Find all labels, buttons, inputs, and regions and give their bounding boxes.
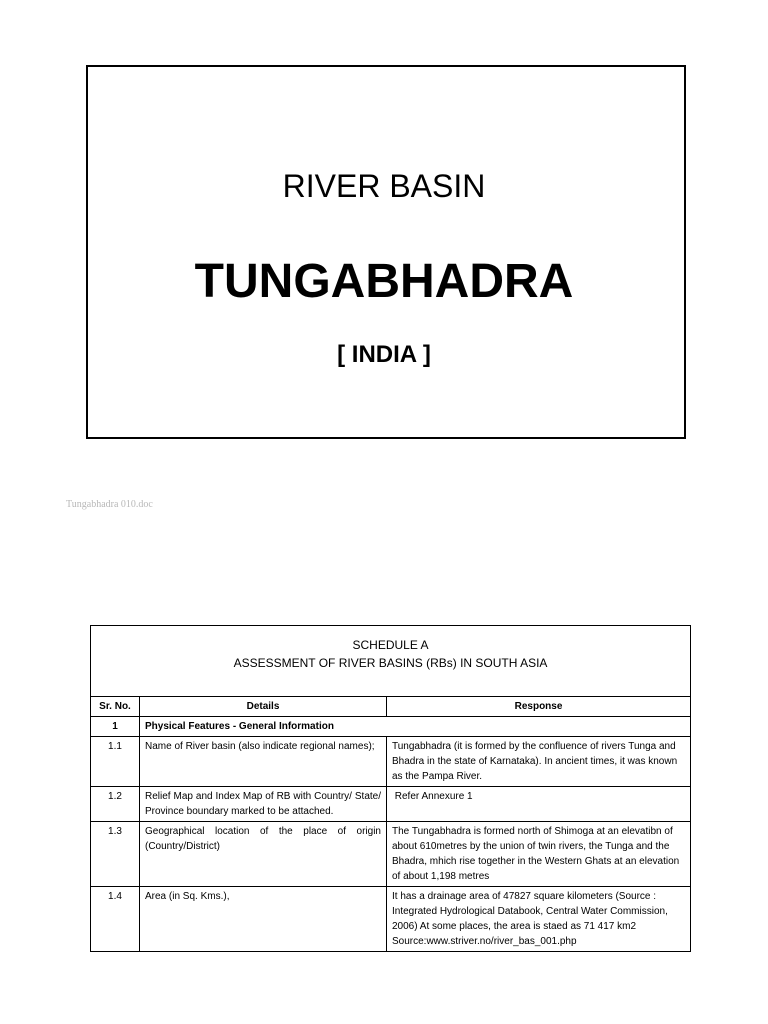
schedule-title: SCHEDULE A — [352, 638, 429, 652]
row-number: 1.1 — [91, 737, 140, 787]
table-row — [91, 737, 691, 787]
schedule-table — [90, 625, 691, 952]
row-detail: Name of River basin (also indicate regional names); — [140, 737, 387, 787]
col-header-response: Response — [387, 697, 691, 717]
row-detail: Area (in Sq. Kms.), — [140, 887, 387, 952]
row-detail: Geographical location of the place of origin (Country/District) — [140, 822, 387, 887]
schedule-subtitle: ASSESSMENT OF RIVER BASINS (RBs) IN SOUTH ASIA — [233, 656, 548, 670]
schedule-header-row — [91, 626, 691, 697]
column-header-row — [91, 697, 691, 717]
table-row — [91, 787, 691, 822]
section-label: Physical Features - General Information — [140, 717, 691, 737]
section-number: 1 — [91, 717, 140, 737]
row-response: The Tungabhadra is formed north of Shimoga at an elevatibn of about 610metres by the union of twin rivers, the Tunga and the Bhadra, mhich rise together in the Western Ghats at an elevation of about 1,198 metres — [387, 822, 691, 887]
row-number: 1.4 — [91, 887, 140, 952]
col-header-details: Details — [140, 697, 387, 717]
cover-line-river-basin: RIVER BASIN — [282, 168, 486, 204]
col-header-sr-no: Sr. No. — [91, 697, 140, 717]
row-detail: Relief Map and Index Map of RB with Country/ State/ Province boundary marked to be attached. — [140, 787, 387, 822]
table-row — [91, 822, 691, 887]
row-number: 1.2 — [91, 787, 140, 822]
row-number: 1.3 — [91, 822, 140, 887]
cover-line-country: [ INDIA ] — [337, 341, 431, 368]
document-filename: Tungabhadra 010.doc — [66, 499, 153, 510]
cover-line-basin-name: TUNGABHADRA — [194, 255, 574, 308]
row-response: Tungabhadra (it is formed by the confluence of rivers Tunga and Bhadra in the state of Karnataka). In ancient times, it was known as the Pampa River. — [387, 737, 691, 787]
section-row — [91, 717, 691, 737]
table-row — [91, 887, 691, 952]
row-response: Refer Annexure 1 — [387, 787, 691, 822]
row-response: It has a drainage area of 47827 square kilometers (Source : Integrated Hydrological Databook, Central Water Commission, 2006) At some places, the area is staed as 71 417 km2 Source:www.striver.no/river_bas_001.php — [387, 887, 691, 952]
schedule-heading — [91, 626, 691, 697]
cover-title-box — [86, 65, 686, 439]
